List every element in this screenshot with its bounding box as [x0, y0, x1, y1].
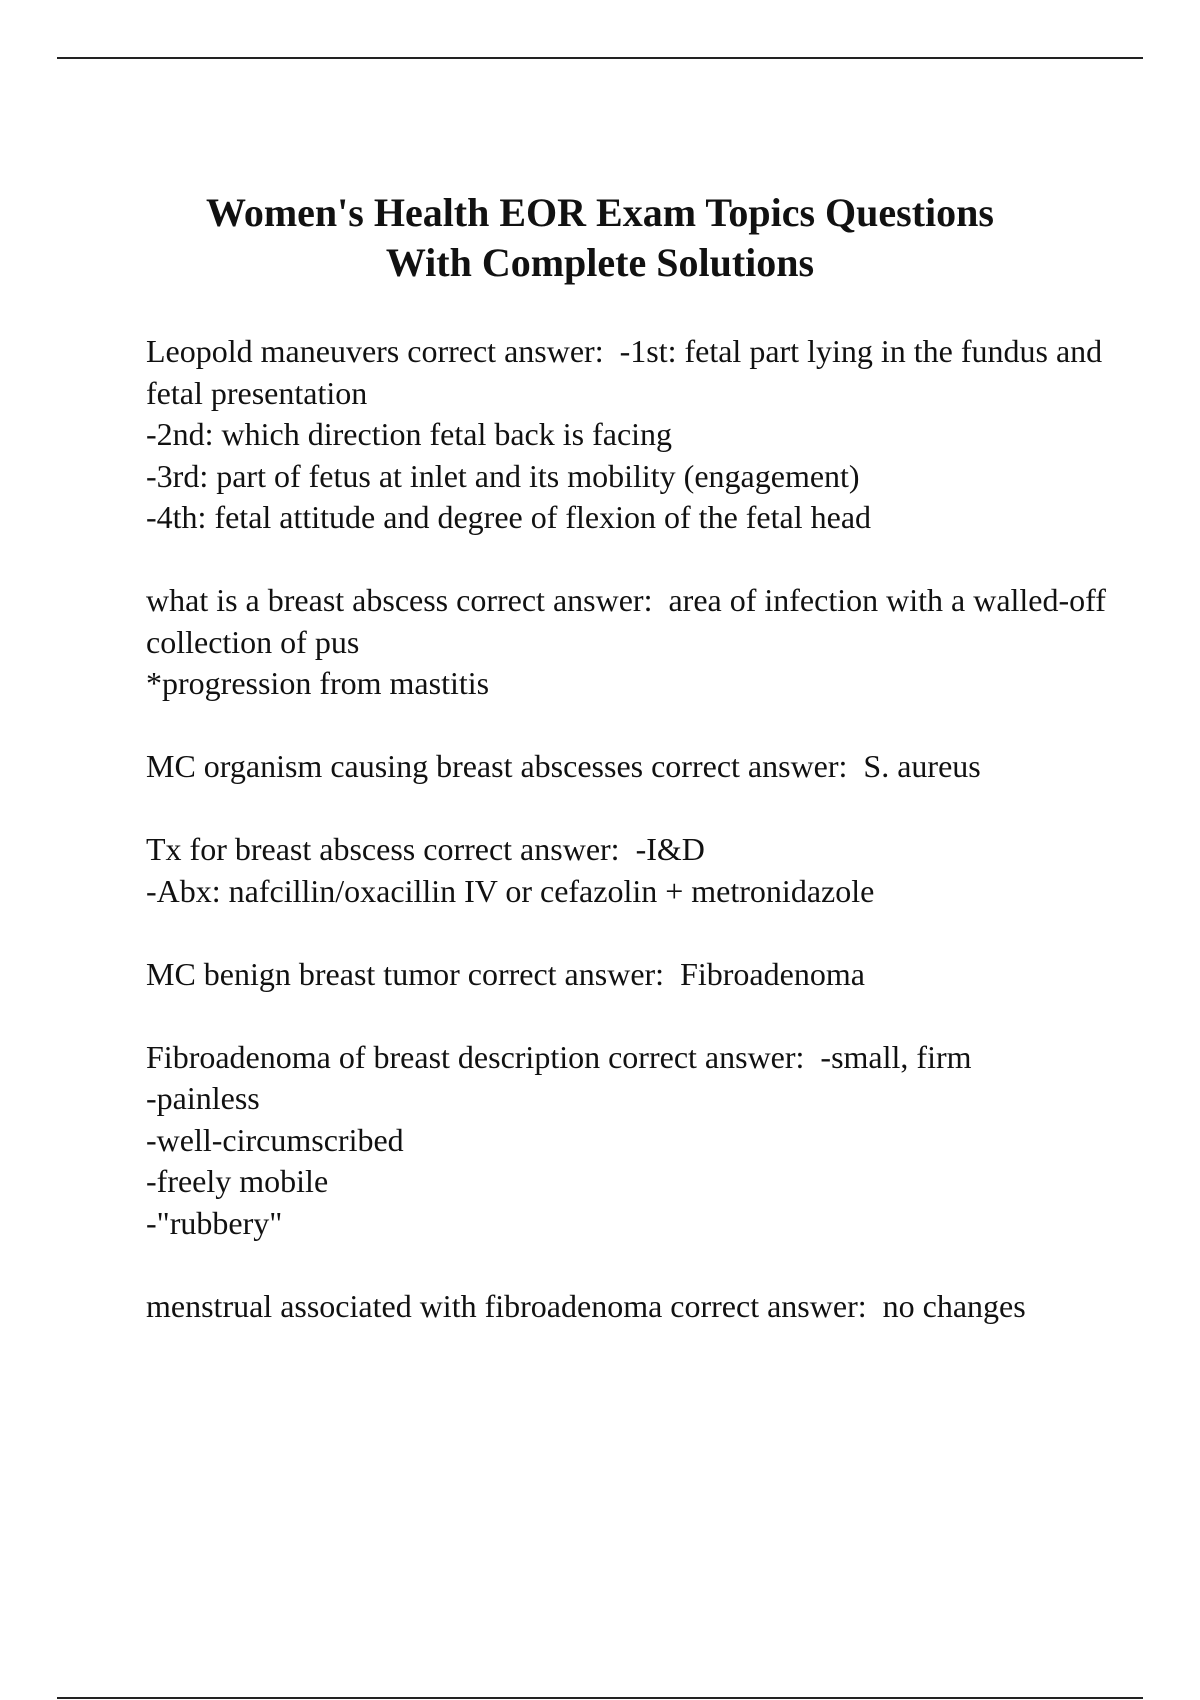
qa-list: [146, 331, 1106, 1369]
question-text: MC benign breast tumor correct answer:: [146, 955, 665, 992]
answer-line: -1st: fetal part lying in the fundus and fetal presentation: [146, 333, 1103, 411]
answer-line: no changes: [882, 1287, 1026, 1324]
answer-line: -4th: fetal attitude and degree of flexion of the fetal head: [146, 499, 872, 535]
question-text: MC organism causing breast abscesses correct answer:: [146, 748, 848, 784]
answer-line: S. aureus: [863, 748, 981, 784]
question-text: what is a breast abscess correct answer:: [146, 582, 653, 618]
title-line-2: With Complete Solutions: [385, 240, 815, 285]
qa-item: [146, 1286, 1106, 1328]
qa-item: [146, 1037, 1106, 1245]
qa-item: [146, 954, 1106, 996]
answer-line: -I&D: [635, 831, 705, 867]
answer-line: area of infection with a walled-off collection of pus: [146, 582, 1106, 660]
question-text: Fibroadenoma of breast description correct answer:: [146, 1038, 805, 1075]
answer-line: -3rd: part of fetus at inlet and its mobility (engagement): [146, 457, 860, 494]
answer-line: -small, firm: [820, 1038, 972, 1075]
question-text: Leopold maneuvers correct answer:: [146, 333, 604, 369]
footer-rule: [57, 1697, 1143, 1699]
answer-line: Fibroadenoma: [680, 955, 865, 992]
header-rule: [57, 57, 1143, 59]
answer-line: -"rubbery": [146, 1204, 283, 1241]
answer-line: -2nd: which direction fetal back is facing: [146, 416, 673, 452]
qa-item: [146, 331, 1106, 539]
question-text: menstrual associated with fibroadenoma correct answer:: [146, 1287, 867, 1324]
qa-item: [146, 746, 1106, 788]
question-text: Tx for breast abscess correct answer:: [146, 831, 620, 867]
document-title: [100, 188, 1100, 288]
answer-line: -Abx: nafcillin/oxacillin IV or cefazolin + metronidazole: [146, 872, 875, 909]
answer-line: *progression from mastitis: [146, 665, 490, 701]
answer-line: -freely mobile: [146, 1163, 329, 1199]
answer-line: -painless: [146, 1080, 260, 1116]
qa-item: [146, 829, 1106, 912]
answer-line: -well-circumscribed: [146, 1121, 404, 1158]
qa-item: [146, 580, 1106, 705]
title-line-1: Women's Health EOR Exam Topics Questions: [206, 190, 994, 235]
